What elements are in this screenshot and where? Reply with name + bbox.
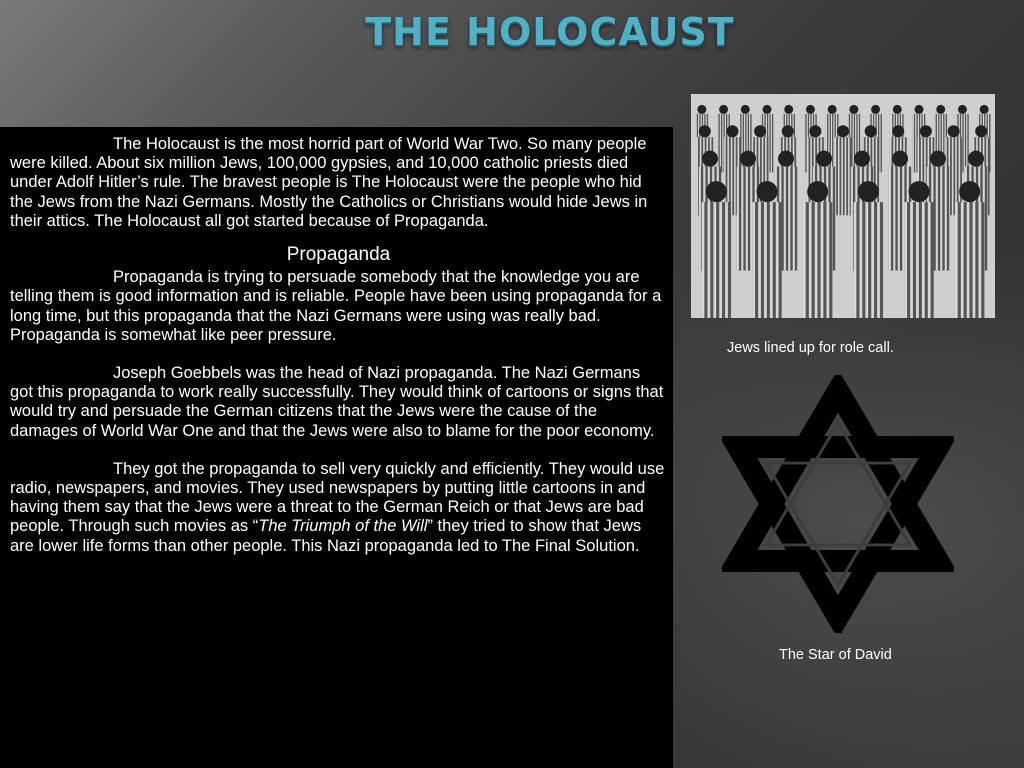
slide-title: THE HOLOCAUST (365, 10, 735, 54)
body-text-box (0, 127, 673, 768)
star-of-david-icon (722, 375, 954, 633)
media-text-2: ” they tried to show that Jews are lower life forms than other people. This Nazi propaganda led to The Final Solution. (10, 517, 642, 555)
goebbels-text: Joseph Goebbels was the head of Nazi propaganda. The Nazi Germans got this propaganda to work really successfully. They would think of cartoons or signs that would try and persuade the German citizens that the Jews were the cause of the damages of World War One and that the Jews were also to blame for the poor economy. (10, 364, 664, 440)
media-text-1: They got the propaganda to sell very quickly and efficiently. They would use radio, newspapers, and movies. They used newspapers by putting little cartoons in and having them say that the Jews were a threat to the German Reich or that Jews are bad people. Through such movies as “ (10, 459, 665, 536)
media-paragraph (10, 460, 667, 556)
intro-paragraph (10, 135, 667, 231)
photo-caption: Jews lined up for role call. (727, 340, 894, 356)
intro-text: The Holocaust is the most horrid part of World War Two. So many people were killed. About six million Jews, 100,000 gypsies, and 10,000 catholic priests died under Adolf Hitler’s rule. The bravest people is The Holocaust were the people who hid the Jews from the Nazi Germans. Mostly the Catholics or Christians would hide Jews in their attics. The Holocaust all got started because of Propaganda. (10, 135, 648, 230)
prisoners-photo-illustration (691, 94, 995, 318)
section-heading: Propaganda (286, 244, 391, 266)
prisoners-photo (691, 94, 995, 318)
movie-title: The Triumph of the Will (258, 517, 428, 536)
goebbels-paragraph (10, 364, 667, 441)
star-caption: The Star of David (779, 647, 892, 663)
propaganda-paragraph (10, 268, 667, 345)
propaganda-text: Propaganda is trying to persuade somebody that the knowledge you are telling them is good information and is reliable. People have been using propaganda for a long time, but this propaganda that the Nazi Germans were using was really bad. Propaganda is somewhat like peer pressure. (10, 268, 662, 344)
